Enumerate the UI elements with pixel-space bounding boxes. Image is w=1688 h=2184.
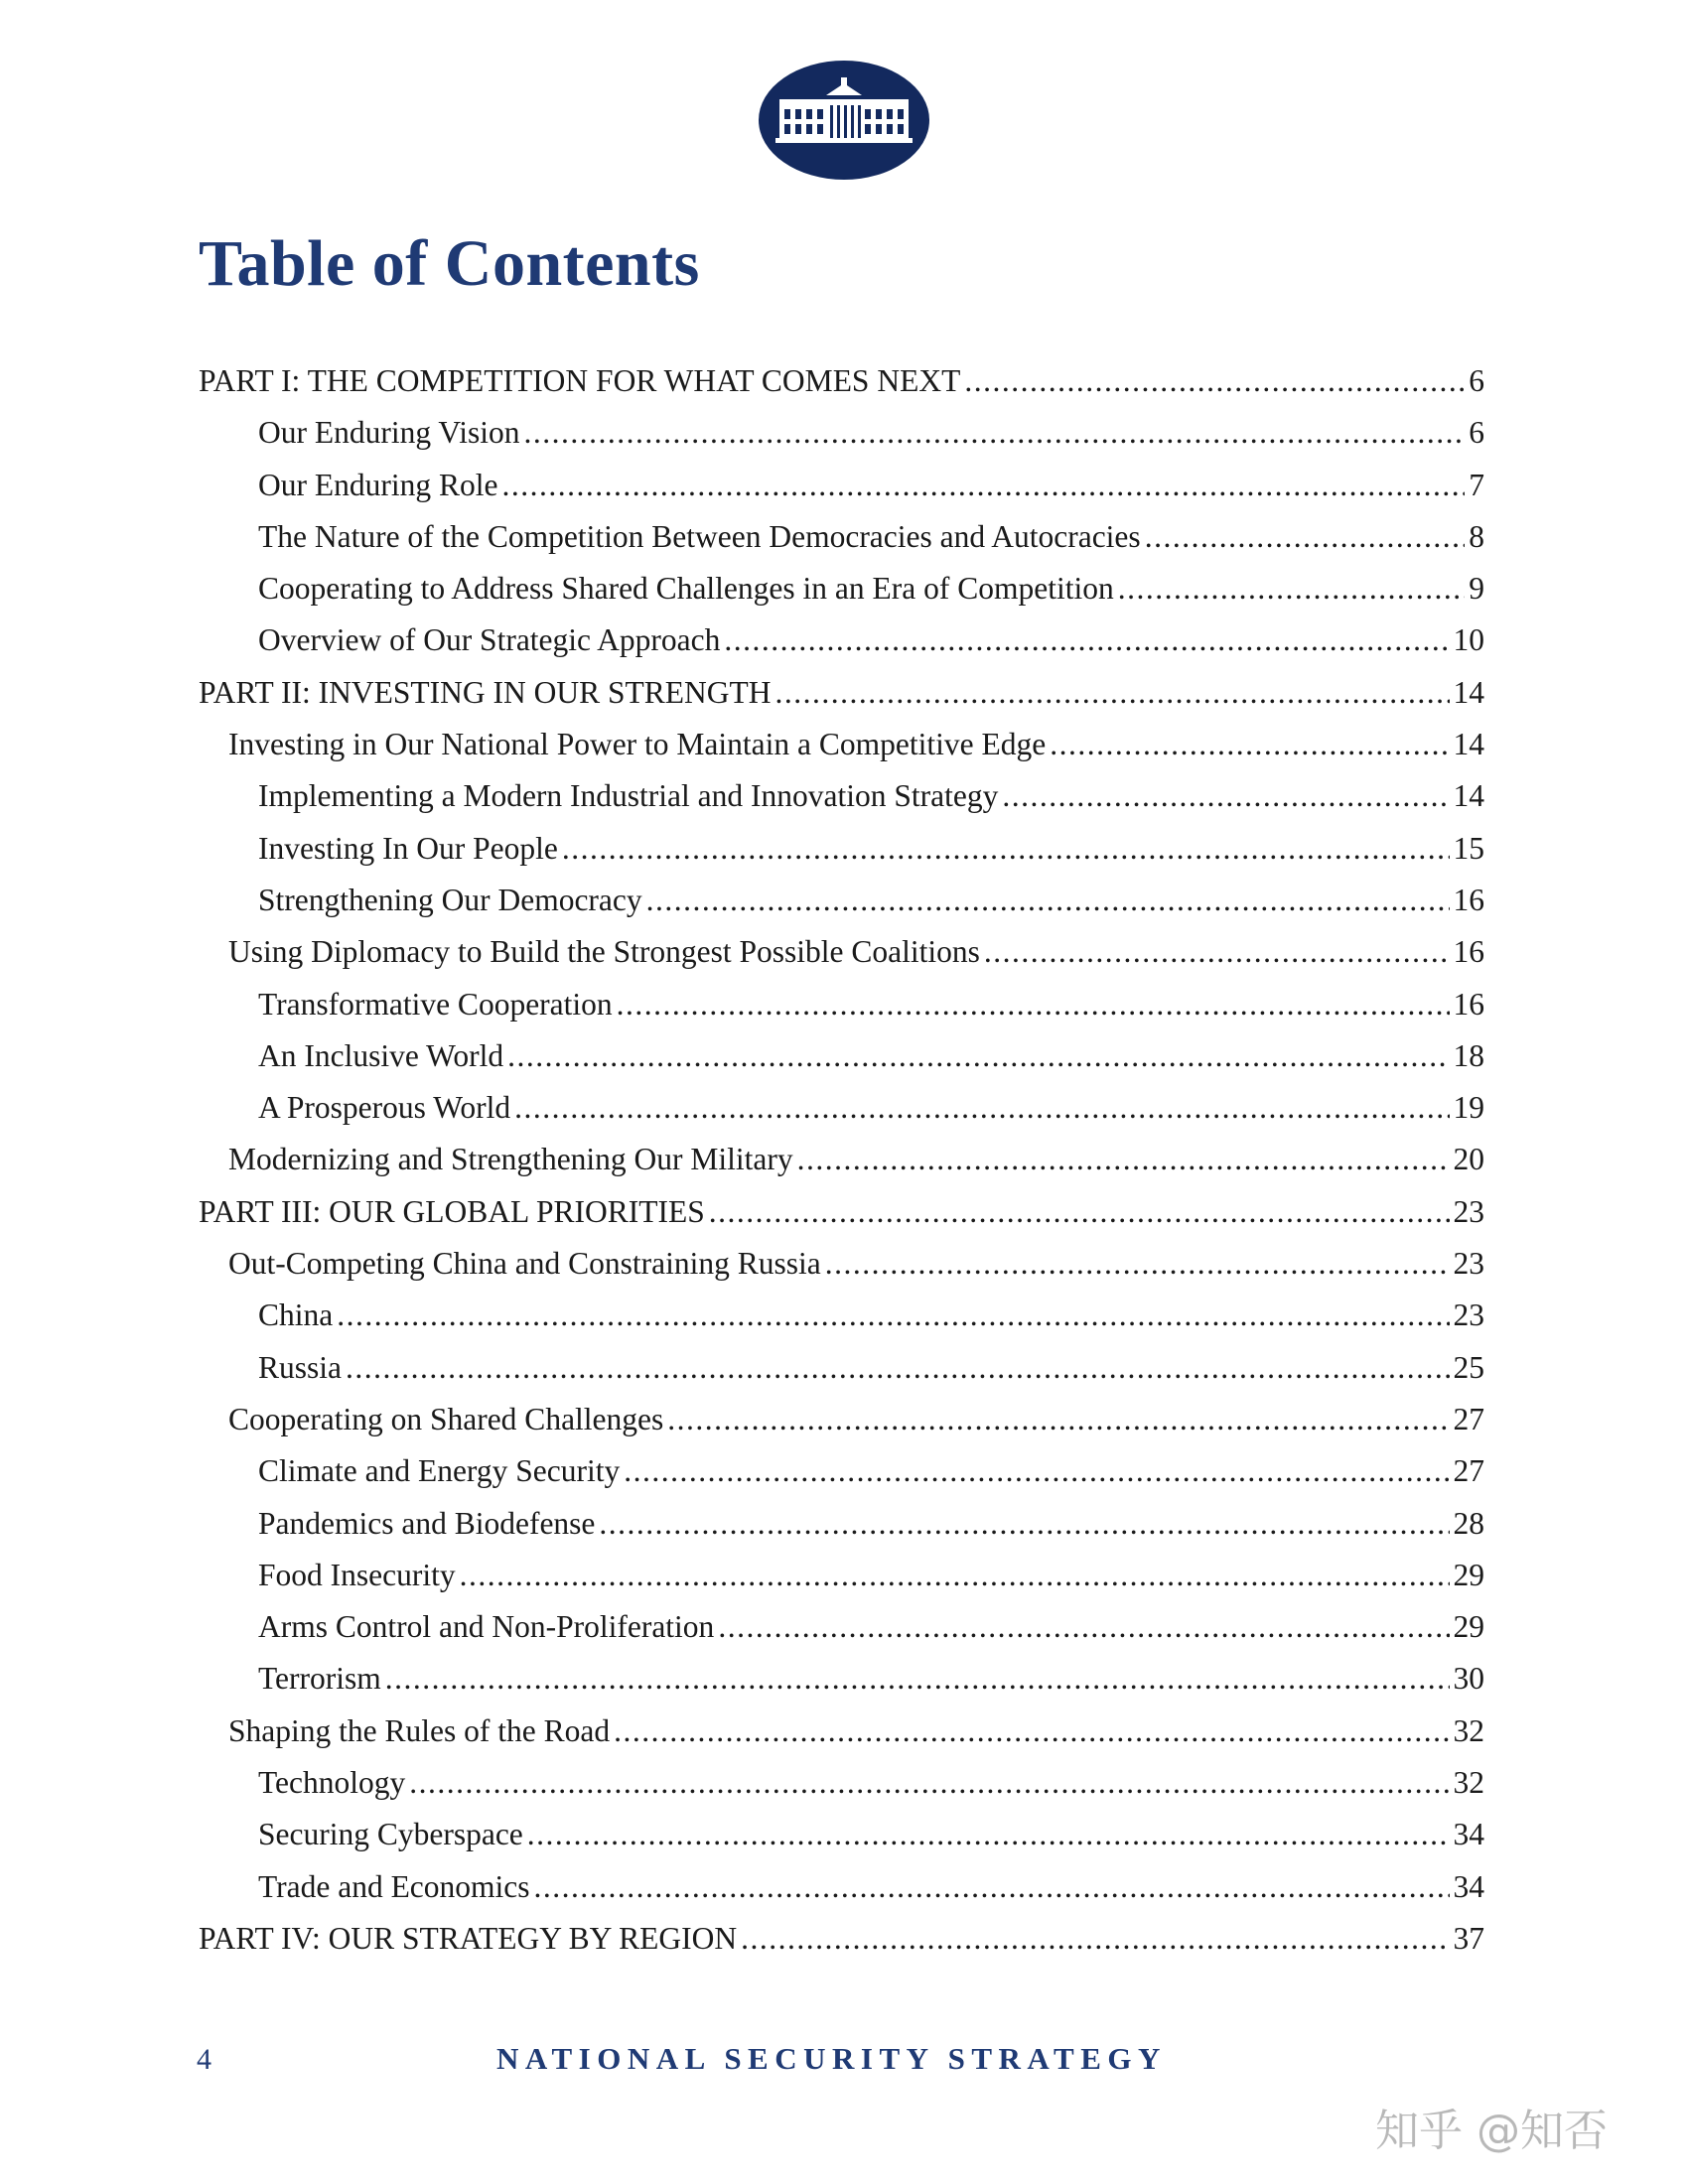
toc-entry-page-number: 27 [1453, 1453, 1484, 1489]
toc-entry[interactable] [199, 1601, 1484, 1653]
toc-entry-title: Implementing a Modern Industrial and Innovation Strategy [258, 778, 999, 814]
footer-page-number: 4 [197, 2043, 211, 2076]
page-title: Table of Contents [199, 227, 700, 300]
toc-entry-title: Out-Competing China and Constraining Russia [228, 1246, 821, 1282]
toc-dot-leader [460, 1550, 1450, 1601]
toc-entry[interactable] [199, 875, 1484, 926]
table-of-contents [199, 355, 1484, 1965]
toc-entry-title: Transformative Cooperation [258, 986, 613, 1022]
toc-entry[interactable] [199, 770, 1484, 822]
toc-entry[interactable] [199, 355, 1484, 407]
toc-entry-title: PART II: INVESTING IN OUR STRENGTH [199, 674, 772, 710]
toc-entry[interactable] [199, 1342, 1484, 1394]
toc-entry-title: Modernizing and Strengthening Our Military [228, 1142, 793, 1177]
toc-dot-leader [646, 875, 1450, 926]
toc-entry-page-number: 18 [1453, 1037, 1484, 1073]
toc-entry[interactable] [199, 1082, 1484, 1134]
toc-dot-leader [614, 1706, 1449, 1757]
toc-entry-page-number: 29 [1453, 1557, 1484, 1592]
toc-entry-title: Food Insecurity [258, 1557, 456, 1592]
toc-entry-title: Our Enduring Role [258, 467, 498, 502]
toc-entry-page-number: 19 [1453, 1090, 1484, 1126]
toc-entry[interactable] [199, 1809, 1484, 1860]
toc-dot-leader [527, 1809, 1450, 1860]
toc-entry[interactable] [199, 1445, 1484, 1497]
toc-entry-title: Overview of Our Strategic Approach [258, 622, 721, 658]
toc-entry[interactable] [199, 460, 1484, 511]
toc-entry-page-number: 16 [1453, 934, 1484, 970]
toc-entry[interactable] [199, 407, 1484, 459]
toc-entry-page-number: 6 [1469, 363, 1484, 398]
toc-entry[interactable] [199, 1186, 1484, 1238]
toc-entry-page-number: 32 [1453, 1712, 1484, 1748]
toc-entry-page-number: 20 [1453, 1142, 1484, 1177]
toc-dot-leader [1002, 770, 1449, 822]
toc-entry-title: Cooperating on Shared Challenges [228, 1401, 664, 1436]
toc-entry[interactable] [199, 823, 1484, 875]
toc-dot-leader [984, 926, 1450, 978]
toc-entry[interactable] [199, 1394, 1484, 1445]
toc-entry[interactable] [199, 1290, 1484, 1341]
toc-entry-title: Terrorism [258, 1661, 381, 1697]
toc-entry[interactable] [199, 563, 1484, 614]
toc-entry-page-number: 9 [1469, 571, 1484, 607]
toc-dot-leader [501, 460, 1465, 511]
toc-entry[interactable] [199, 667, 1484, 719]
toc-dot-leader [964, 355, 1465, 407]
toc-dot-leader [1145, 511, 1466, 563]
toc-entry[interactable] [199, 1706, 1484, 1757]
toc-entry-title: Technology [258, 1765, 406, 1801]
toc-entry-page-number: 8 [1469, 518, 1484, 554]
white-house-seal-icon [758, 60, 930, 181]
toc-entry-title: Strengthening Our Democracy [258, 882, 642, 917]
toc-dot-leader [709, 1186, 1450, 1238]
toc-entry-title: Investing in Our National Power to Maintain a Competitive Edge [228, 727, 1047, 762]
toc-entry[interactable] [199, 979, 1484, 1030]
toc-entry[interactable] [199, 1030, 1484, 1082]
toc-entry-page-number: 16 [1453, 986, 1484, 1022]
toc-entry-title: Climate and Energy Security [258, 1453, 621, 1489]
watermark: 知乎 @知否 [1375, 2106, 1608, 2156]
toc-entry[interactable] [199, 1757, 1484, 1809]
toc-entry-page-number: 16 [1453, 882, 1484, 917]
toc-entry-title: Using Diplomacy to Build the Strongest Possible Coalitions [228, 934, 980, 970]
toc-dot-leader [524, 407, 1466, 459]
toc-entry-page-number: 23 [1453, 1193, 1484, 1229]
toc-entry-title: Russia [258, 1349, 343, 1385]
toc-entry-title: An Inclusive World [258, 1037, 504, 1073]
toc-dot-leader [797, 1134, 1450, 1185]
toc-dot-leader [617, 979, 1450, 1030]
toc-entry-title: Securing Cyberspace [258, 1817, 523, 1852]
toc-entry-title: Arms Control and Non-Proliferation [258, 1609, 715, 1645]
toc-entry-page-number: 32 [1453, 1765, 1484, 1801]
toc-dot-leader [562, 823, 1450, 875]
toc-entry-page-number: 6 [1469, 415, 1484, 451]
toc-dot-leader [825, 1238, 1450, 1290]
toc-entry[interactable] [199, 1653, 1484, 1705]
toc-entry-page-number: 23 [1453, 1246, 1484, 1282]
toc-entry[interactable] [199, 614, 1484, 666]
toc-entry-title: PART IV: OUR STRATEGY BY REGION [199, 1920, 738, 1956]
toc-entry-page-number: 34 [1453, 1817, 1484, 1852]
footer-document-title: NATIONAL SECURITY STRATEGY [496, 2041, 1167, 2076]
toc-dot-leader [1118, 563, 1466, 614]
toc-entry-page-number: 25 [1453, 1349, 1484, 1385]
toc-dot-leader [409, 1757, 1449, 1809]
toc-entry[interactable] [199, 1238, 1484, 1290]
toc-dot-leader [741, 1913, 1449, 1965]
toc-entry[interactable] [199, 719, 1484, 770]
toc-entry-title: Investing In Our People [258, 830, 558, 866]
toc-entry-page-number: 14 [1453, 727, 1484, 762]
toc-dot-leader [346, 1342, 1449, 1394]
toc-entry[interactable] [199, 1134, 1484, 1185]
toc-dot-leader [507, 1030, 1449, 1082]
toc-entry[interactable] [199, 1913, 1484, 1965]
toc-dot-leader [385, 1653, 1450, 1705]
toc-entry-title: Our Enduring Vision [258, 415, 520, 451]
toc-entry-title: Cooperating to Address Shared Challenges in an Era of Competition [258, 571, 1114, 607]
toc-dot-leader [775, 667, 1450, 719]
toc-dot-leader [534, 1861, 1450, 1913]
toc-dot-leader [337, 1290, 1449, 1341]
toc-entry[interactable] [199, 1550, 1484, 1601]
toc-entry[interactable] [199, 511, 1484, 563]
toc-entry-title: The Nature of the Competition Between Democracies and Autocracies [258, 518, 1141, 554]
toc-dot-leader [624, 1445, 1449, 1497]
toc-dot-leader [1050, 719, 1449, 770]
toc-entry-page-number: 14 [1453, 778, 1484, 814]
toc-entry-title: Pandemics and Biodefense [258, 1505, 596, 1541]
toc-entry-title: PART I: THE COMPETITION FOR WHAT COMES NEXT [199, 363, 961, 398]
toc-entry-title: Shaping the Rules of the Road [228, 1712, 611, 1748]
toc-dot-leader [718, 1601, 1449, 1653]
toc-dot-leader [599, 1498, 1449, 1550]
toc-entry-page-number: 10 [1453, 622, 1484, 658]
toc-entry[interactable] [199, 1498, 1484, 1550]
toc-entry-page-number: 14 [1453, 674, 1484, 710]
toc-dot-leader [514, 1082, 1449, 1134]
toc-entry[interactable] [199, 1861, 1484, 1913]
toc-entry[interactable] [199, 926, 1484, 978]
toc-entry-page-number: 30 [1453, 1661, 1484, 1697]
toc-entry-page-number: 27 [1453, 1401, 1484, 1436]
toc-entry-title: PART III: OUR GLOBAL PRIORITIES [199, 1193, 705, 1229]
toc-entry-page-number: 34 [1453, 1868, 1484, 1904]
toc-entry-title: Trade and Economics [258, 1868, 530, 1904]
toc-entry-page-number: 23 [1453, 1297, 1484, 1333]
toc-dot-leader [724, 614, 1449, 666]
toc-entry-page-number: 15 [1453, 830, 1484, 866]
toc-dot-leader [667, 1394, 1449, 1445]
toc-entry-page-number: 28 [1453, 1505, 1484, 1541]
toc-entry-page-number: 29 [1453, 1609, 1484, 1645]
toc-entry-title: A Prosperous World [258, 1090, 511, 1126]
toc-entry-page-number: 7 [1469, 467, 1484, 502]
toc-entry-page-number: 37 [1453, 1920, 1484, 1956]
toc-entry-title: China [258, 1297, 334, 1333]
